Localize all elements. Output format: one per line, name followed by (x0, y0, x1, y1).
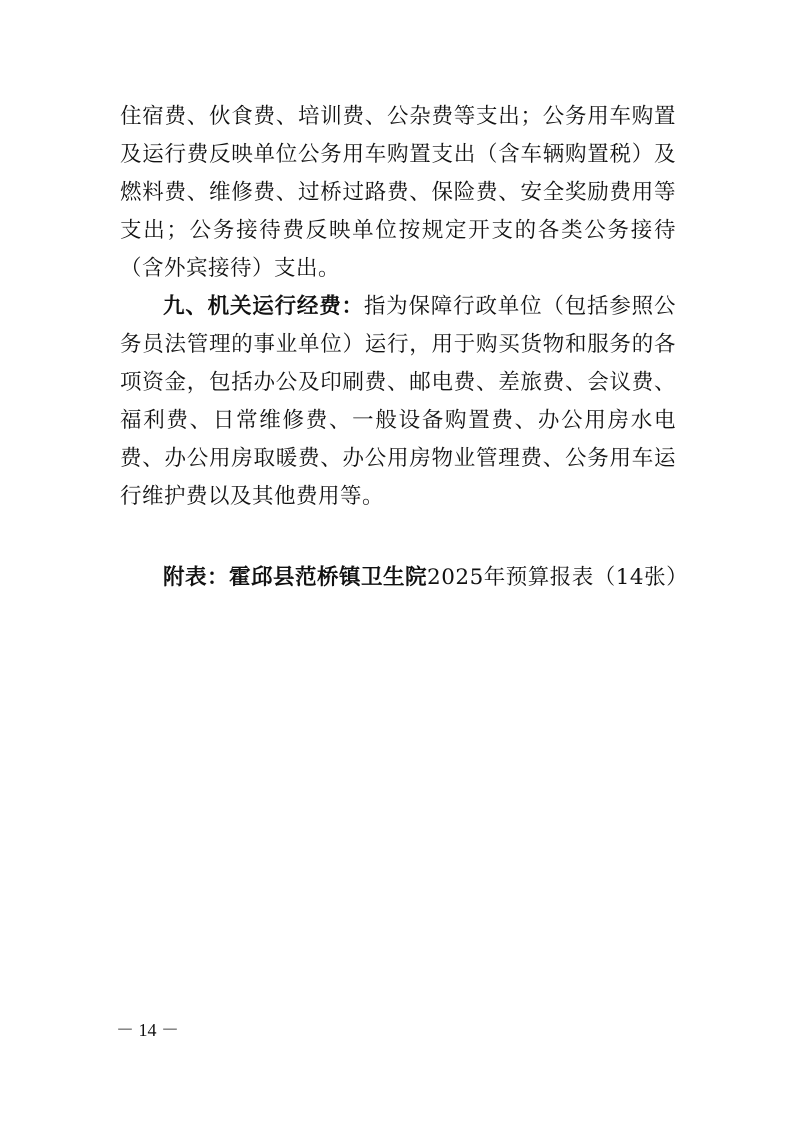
attachment-label: 附表： (163, 565, 230, 590)
document-body (120, 98, 689, 597)
item-nine-body: 指为保障行政单位（包括参照公务员法管理的事业单位）运行，用于购买货物和服务的各项资金，包括办公及印刷费、邮电费、差旅费、会议费、福利费、日常维修费、一般设备购置费、办公用房水电费、办公用房取暖费、办公用房物业管理费、公务用车运行维护费以及其他费用等。 (120, 294, 676, 509)
page-number: － 14 － (116, 1020, 179, 1040)
attachment-title: 年预算报表（14张） (483, 565, 689, 590)
attachment-line (120, 559, 689, 597)
attachment-year: 2025 (427, 565, 484, 590)
item-nine-paragraph (120, 288, 676, 516)
item-nine-heading: 九、机关运行经费： (163, 294, 364, 319)
expense-description-paragraph: 住宿费、伙食费、培训费、公杂费等支出；公务用车购置及运行费反映单位公务用车购置支出（含车辆购置税）及燃料费、维修费、过桥过路费、保险费、安全奖励费用等支出；公务接待费反映单位按规定开支的各类公务接待（含外宾接待）支出。 (120, 104, 676, 281)
attachment-institution: 霍邱县范桥镇卫生院 (229, 565, 428, 590)
